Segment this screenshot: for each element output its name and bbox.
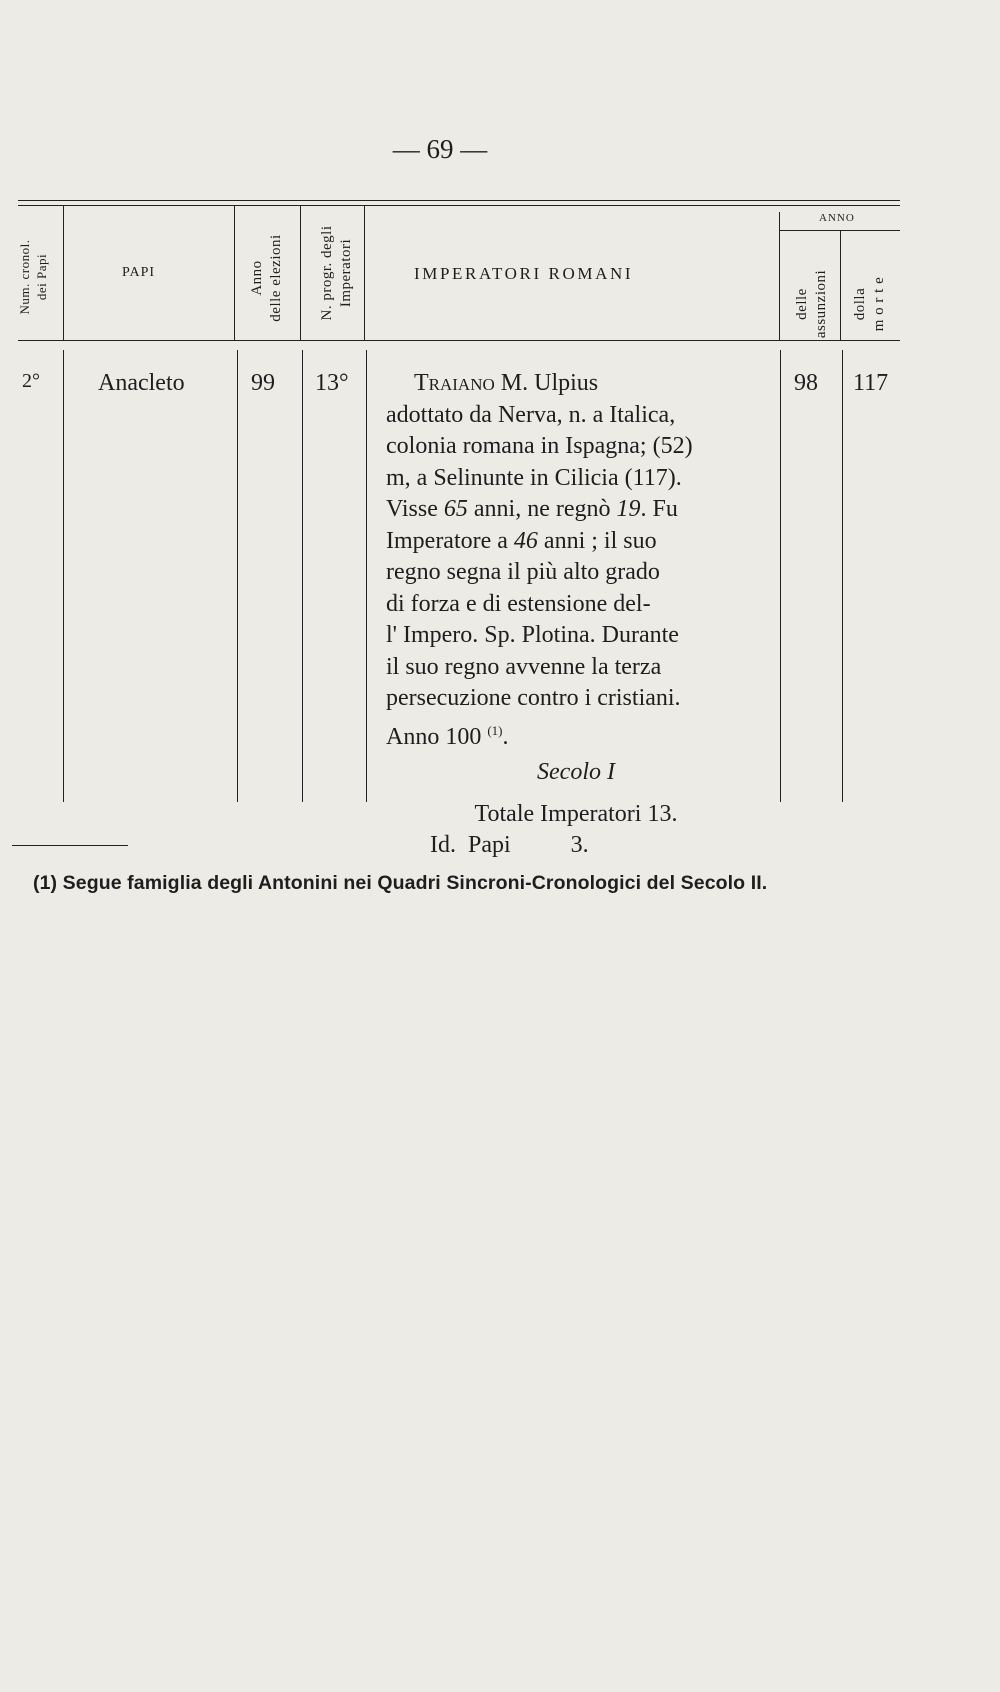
description-line: il suo regno avvenne la terza [386, 653, 662, 680]
table-top-rule-1 [18, 200, 900, 201]
row-progr: 13° [315, 370, 349, 396]
col-rule-1-body [63, 350, 64, 802]
row-anno-morte: 117 [853, 370, 889, 396]
footnote-ref: (1) [487, 722, 503, 738]
row-anno-elezione: 99 [251, 370, 275, 396]
totale-imperatori: Totale Imperatori 13. [474, 800, 678, 827]
col-rule-3 [300, 205, 301, 340]
description-line: persecuzione contro i cristiani. [386, 685, 681, 711]
description-line: m, a Selinunte in Cilicia (117). [386, 464, 682, 491]
row-num-cronol: 2° [22, 370, 40, 392]
header-anno-elezioni: Anno delle elezioni [249, 234, 284, 322]
col-rule-6 [840, 230, 841, 340]
header-della-morte: dolla m o r t e [852, 276, 887, 332]
page-number: — 69 — [392, 134, 488, 164]
col-rule-4 [364, 205, 365, 340]
col-rule-4-body [366, 350, 367, 802]
description-line: colonia romana in Ispagna; (52) [386, 433, 693, 459]
col-rule-5-body [780, 350, 781, 802]
emperor-name: Traiano [414, 370, 495, 396]
row-anno-assunzione: 98 [794, 370, 818, 396]
col-rule-3-body [302, 350, 303, 802]
description-line-visse: Visse 65 anni, ne regnò 19. Fu [386, 496, 678, 522]
header-papi: PAPI [122, 265, 156, 280]
secolo-label: Secolo I [537, 759, 615, 785]
emperor-description [386, 368, 766, 862]
col-rule-2-body [237, 350, 238, 802]
emperor-heading: Traiano M. Ulpius [414, 370, 599, 396]
row-papa: Anacleto [98, 370, 185, 396]
col-rule-1 [63, 205, 64, 340]
table-top-rule-2 [18, 205, 900, 206]
description-line: regno segna il più alto grado [386, 559, 660, 585]
description-line-imperatore: Imperatore a 46 anni ; il suo [386, 527, 657, 554]
header-n-progr: N. progr. degli Imperatori [319, 225, 354, 321]
description-line-anno: Anno 100 $^{(1)}$. [386, 722, 509, 750]
header-imperatori-romani: IMPERATORI ROMANI [414, 264, 634, 283]
footnote: (1) Segue famiglia degli Antonini nei Quadri Sincroni-Cronologici del Secolo II. [33, 872, 768, 894]
totale-papi: Id. Papi 3. [430, 832, 589, 858]
header-delle-assunzioni: delle assunzioni [794, 269, 829, 339]
footnote-separator [12, 845, 128, 846]
description-line: di forza e di estensione del- [386, 590, 651, 617]
description-line: adottato da Nerva, n. a Italica, [386, 401, 676, 428]
header-anno-group: ANNO [819, 212, 855, 224]
col-rule-2 [234, 205, 235, 340]
col-rule-5 [779, 212, 780, 340]
header-num-cronol: Num. cronol. dei Papi [17, 239, 49, 315]
col-rule-6-body [842, 350, 843, 802]
header-bottom-rule [18, 340, 900, 341]
description-line: l' Impero. Sp. Plotina. Durante [386, 622, 679, 648]
